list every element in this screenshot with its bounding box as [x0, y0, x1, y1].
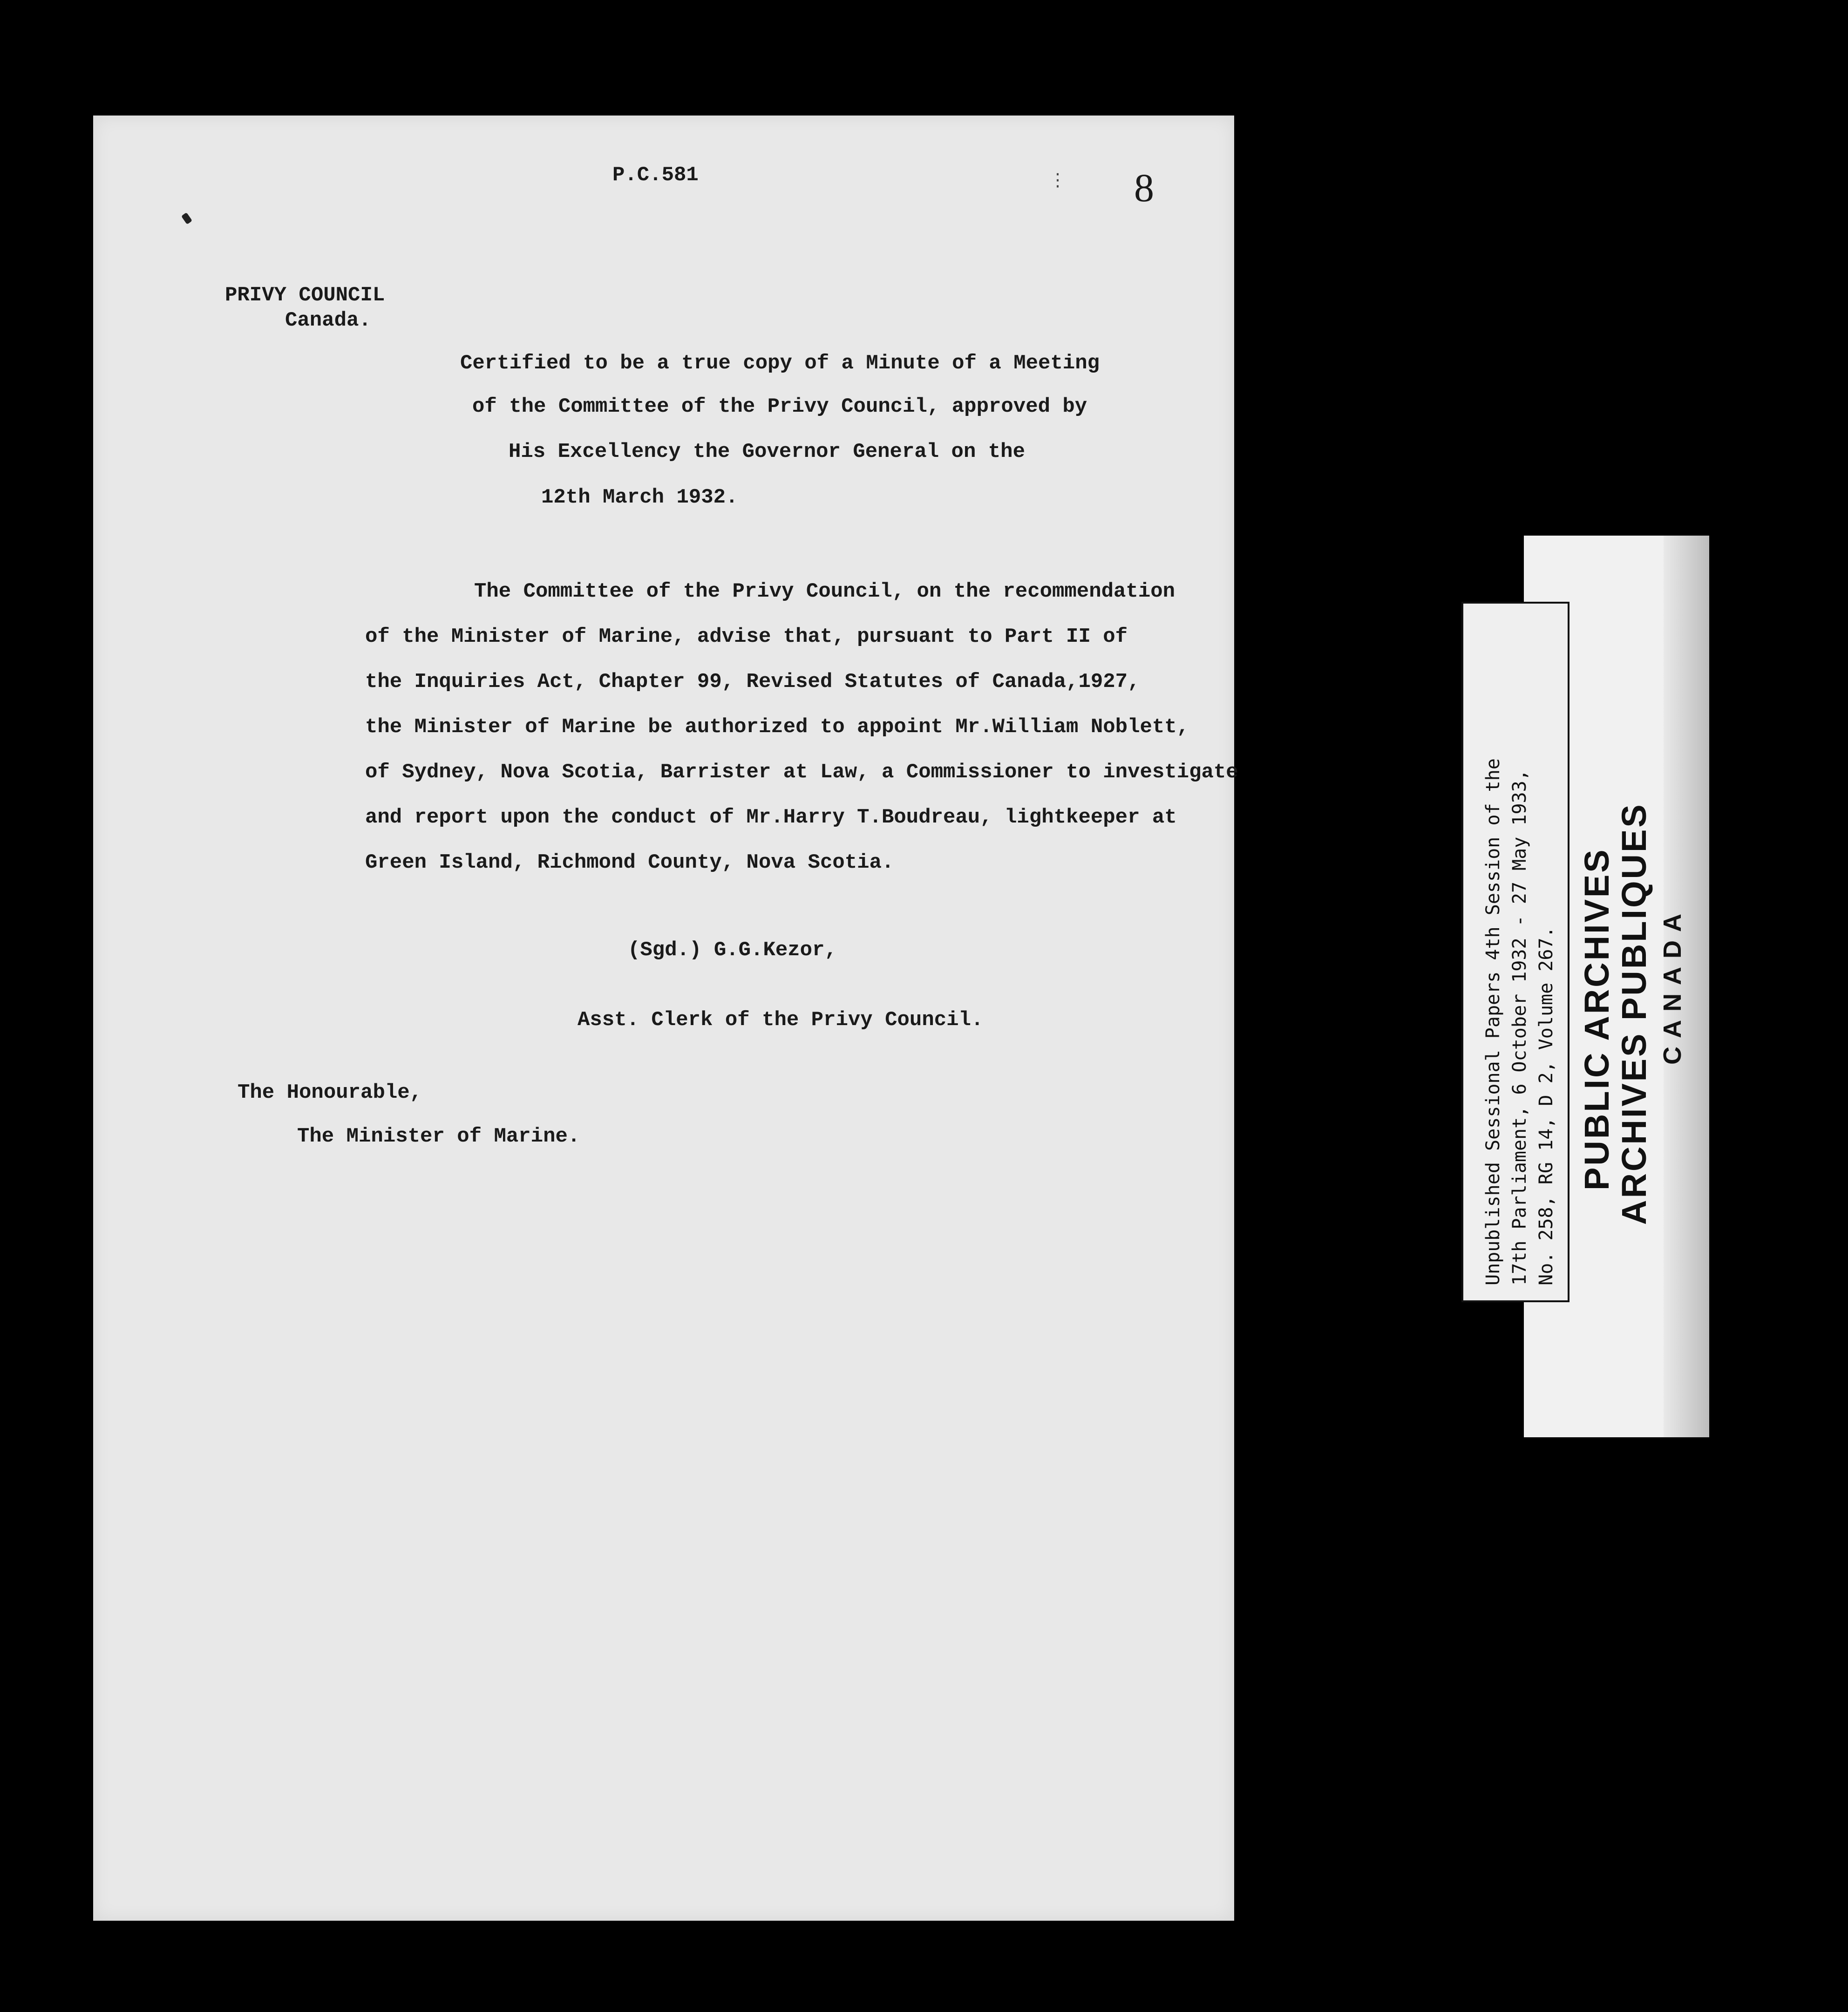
body-line-6: and report upon the conduct of Mr.Harry T.Boudreau, lightkeeper at	[365, 806, 1177, 829]
heading-line-2: Canada.	[285, 309, 371, 332]
body-line-2: of the Minister of Marine, advise that, pursuant to Part II of	[365, 625, 1128, 648]
stamp-line-archives-publiques: ARCHIVES PUBLIQUES	[1615, 802, 1653, 1225]
order-number: P.C.581	[612, 163, 699, 187]
body-line-5: of Sydney, Nova Scotia, Barrister at Law, a Commissioner to investigate	[365, 761, 1238, 784]
addressee-line-2: The Minister of Marine.	[297, 1125, 580, 1148]
stamp-line-public-archives: PUBLIC ARCHIVES	[1577, 848, 1616, 1190]
citation-line-2: 17th Parliament, 6 October 1932 - 27 May 1933,	[1509, 769, 1530, 1285]
page-number: 8	[1134, 165, 1154, 210]
ink-mark	[181, 212, 192, 224]
citation-line-3: No. 258, RG 14, D 2, Volume 267.	[1535, 926, 1557, 1285]
document-page	[93, 116, 1238, 1921]
addressee-line-1: The Honourable,	[238, 1081, 422, 1104]
signature: (Sgd.) G.G.Kezor,	[628, 938, 837, 962]
stamp-line-canada: CANADA	[1658, 905, 1686, 1065]
certification-line-1: Certified to be a true copy of a Minute of a Meeting	[460, 352, 1100, 375]
certification-line-2: of the Committee of the Privy Council, approved by	[472, 395, 1087, 418]
body-line-7: Green Island, Richmond County, Nova Scotia.	[365, 851, 894, 874]
body-line-3: the Inquiries Act, Chapter 99, Revised Statutes of Canada,1927,	[365, 670, 1140, 693]
certification-line-4: 12th March 1932.	[541, 486, 738, 509]
citation-line-1: Unpublished Sessional Papers 4th Session of the	[1482, 758, 1504, 1285]
signature-title: Asst. Clerk of the Privy Council.	[578, 1008, 984, 1032]
heading-line-1: PRIVY COUNCIL	[225, 284, 385, 307]
body-line-1: The Committee of the Privy Council, on the recommendation	[474, 580, 1175, 603]
stamp-smudge: ⋮	[1049, 170, 1067, 190]
certification-line-3: His Excellency the Governor General on the	[509, 440, 1025, 463]
body-line-4: the Minister of Marine be authorized to appoint Mr.William Noblett,	[365, 715, 1189, 739]
